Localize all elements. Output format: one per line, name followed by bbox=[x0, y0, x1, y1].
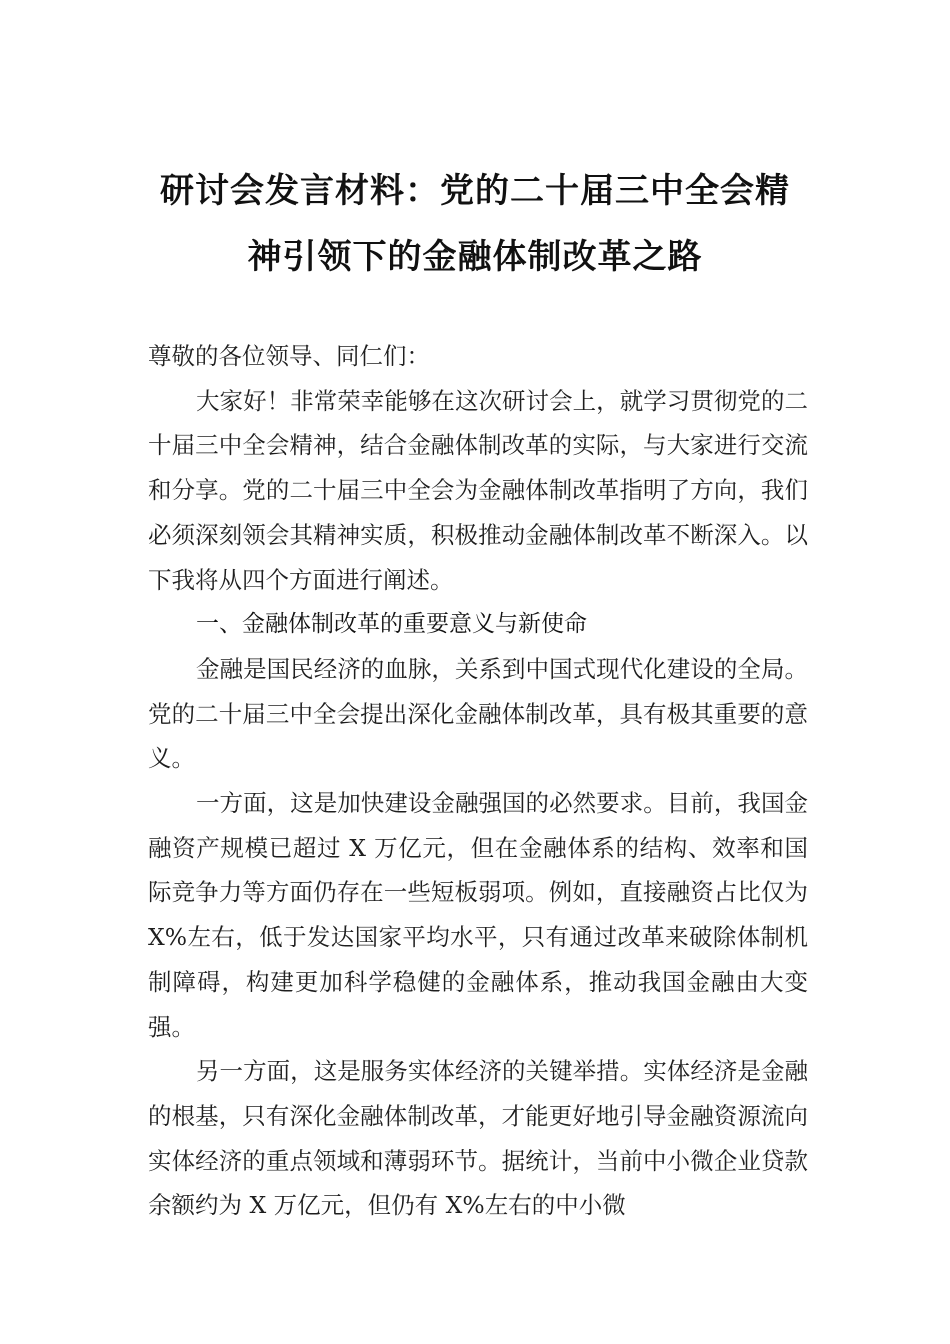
paragraph-real-economy: 另一方面，这是服务实体经济的关键举措。实体经济是金融的根基，只有深化金融体制改革，才能更好地引导金融资源流向实体经济的重点领域和薄弱环节。据统计，当前中小微企业贷款余额约为 X 万亿元，但仍有 X%左右的中小微 bbox=[148, 1057, 808, 1220]
paragraph-intro: 大家好！非常荣幸能够在这次研讨会上，就学习贯彻党的二十届三中全会精神，结合金融体制改革的实际，与大家进行交流和分享。党的二十届三中全会为金融体制改革指明了方向，我们必须深刻领会其精神实质，积极推动金融体制改革不断深入。以下我将从四个方面进行阐述。 bbox=[148, 386, 808, 594]
paragraph-financial-power: 一方面，这是加快建设金融强国的必然要求。目前，我国金融资产规模已超过 X 万亿元，但在金融体系的结构、效率和国际竞争力等方面仍存在一些短板弱项。例如，直接融资占比仅为 X%左右，低于发达国家平均水平，只有通过改革来破除体制机制障碍，构建更加科学稳健的金融体系，推动我国金融由大变强。 bbox=[148, 789, 808, 1041]
paragraph-significance: 金融是国民经济的血脉，关系到中国式现代化建设的全局。党的二十届三中全会提出深化金融体制改革，具有极其重要的意义。 bbox=[148, 654, 808, 773]
section-heading-1: 一、金融体制改革的重要意义与新使命 bbox=[196, 611, 587, 638]
document-title-line-1: 研讨会发言材料：党的二十届三中全会精 bbox=[160, 171, 790, 211]
salutation: 尊敬的各位领导、同仁们： bbox=[148, 342, 430, 370]
document-title-line-2: 神引领下的金融体制改革之路 bbox=[247, 237, 703, 277]
document-body bbox=[148, 334, 808, 1228]
